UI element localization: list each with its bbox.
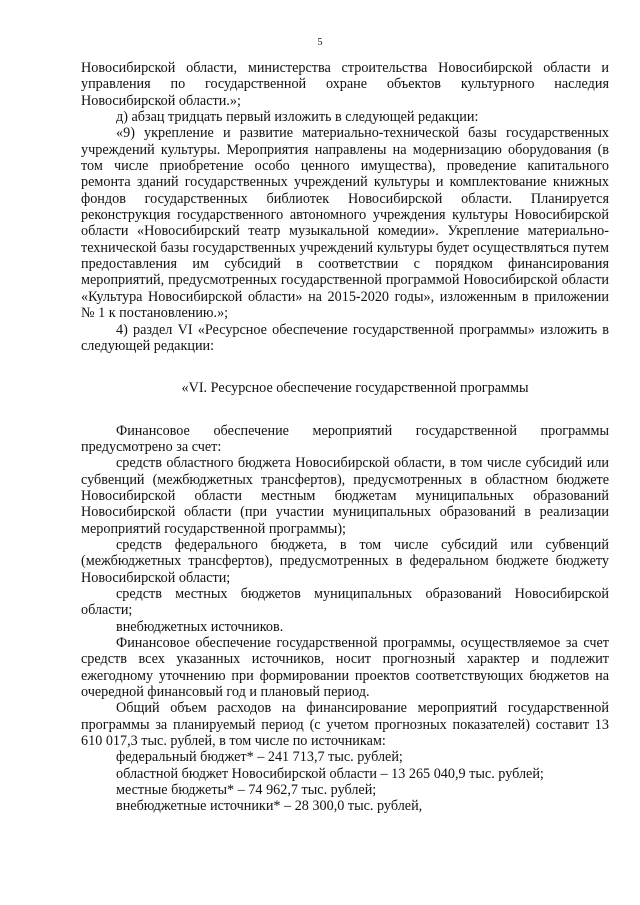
page-number: 5 xyxy=(317,37,323,48)
paragraph: средств областного бюджета Новосибирской области, в том числе субсидий или субвенций (межбюджетных трансфертов), предусмотренных в областном бюджете Новосибирской области местным бюджетам муниципальных образований Новосибирской области (при участии муниципальных образований в реализации мероприятий государственной программы); xyxy=(81,455,609,537)
paragraph: д) абзац тридцать первый изложить в следующей редакции: xyxy=(116,109,479,126)
paragraph: Общий объем расходов на финансирование мероприятий государственной программы за планируемый период (с учетом прогнозных показателей) составит 13 610 017,3 тыс. рублей, в том числе по источникам: xyxy=(81,700,609,750)
paragraph: областной бюджет Новосибирской области – 13 265 040,9 тыс. рублей; xyxy=(116,765,544,782)
paragraph: внебюджетных источников. xyxy=(116,618,284,635)
paragraph: Финансовое обеспечение государственной программы, осуществляемое за счет средств всех указанных источников, носит прогнозный характер и подлежит ежегодному уточнению при формировании проектов соответствующих бюджетов на очередной финансовый год и плановый период. xyxy=(81,635,609,701)
paragraph: Новосибирской области, министерства строительства Новосибирской области и управления по государственной охране объектов культурного наследия Новосибирской области.»; xyxy=(81,60,609,109)
section-heading: «VI. Ресурсное обеспечение государственной программы xyxy=(181,380,529,397)
paragraph: «9) укрепление и развитие материально-технической базы государственных учреждений культуры. Мероприятия направлены на модернизацию оборудования (в том числе приобретение особо ценного имущества), проведение капитального ремонта зданий государственных учреждений культуры и комплектование книжных фондов государственных библиотек Новосибирской области. Планируется реконструкция государственного автономного учреждения культуры Новосибирской области «Новосибирский театр музыкальной комедии». Укрепление материально-технической базы государственных учреждений культуры будет осуществляться путем предоставления им субсидий в соответствии с порядком финансирования мероприятий, предусмотренных государственной программой Новосибирской области «Культура Новосибирской области» на 2015-2020 годы», изложенным в приложении № 1 к постановлению.»; xyxy=(81,125,609,322)
paragraph: внебюджетные источники* – 28 300,0 тыс. рублей, xyxy=(116,798,423,815)
paragraph: Финансовое обеспечение мероприятий государственной программы предусмотрено за счет: xyxy=(81,422,609,455)
paragraph: средств федерального бюджета, в том числе субсидий или субвенций (межбюджетных трансфертов), предусмотренных в федеральном бюджете бюджету Новосибирской области; xyxy=(81,536,609,586)
paragraph: 4) раздел VI «Ресурсное обеспечение государственной программы» изложить в следующей редакции: xyxy=(81,321,609,354)
document-body xyxy=(81,60,609,815)
paragraph: средств местных бюджетов муниципальных образований Новосибирской области; xyxy=(81,585,609,619)
paragraph: местные бюджеты* – 74 962,7 тыс. рублей; xyxy=(116,782,377,799)
paragraph: федеральный бюджет* – 241 713,7 тыс. рублей; xyxy=(116,749,403,766)
